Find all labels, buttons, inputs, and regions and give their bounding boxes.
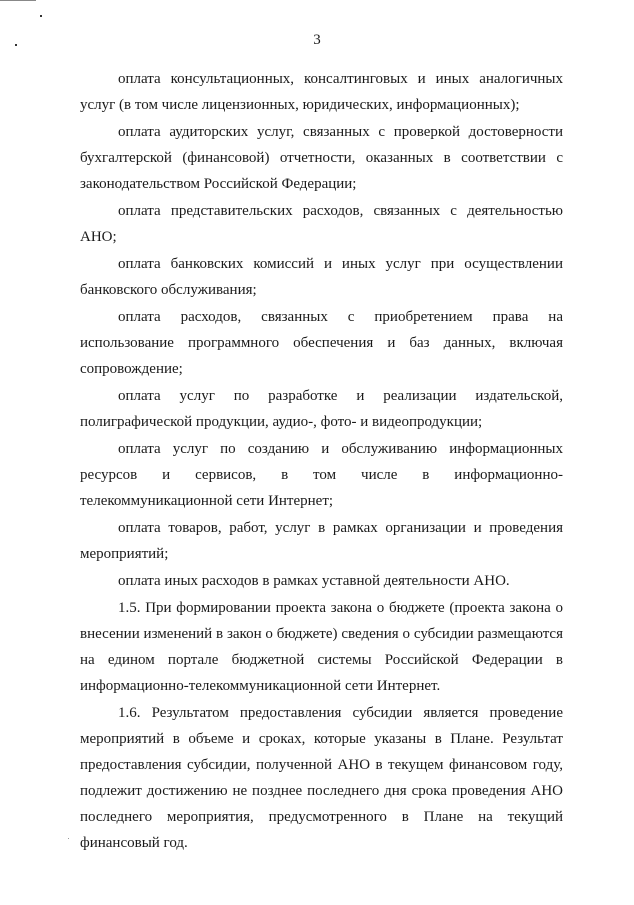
paragraph-section-1-6: 1.6. Результатом предоставления субсидии является проведение мероприятий в объеме и сроках, которые указаны в Плане. Результат предоставления субсидии, полученной АНО в текущем финансовом году, подлежит достижению не позднее последнего дня срока проведения АНО последнего мероприятия, предусмотренного в Плане на текущий финансовый год. [80, 705, 563, 851]
paragraph-section-1-5: 1.5. При формировании проекта закона о бюджете (проекта закона о внесении изменений в закон о бюджете) сведения о субсидии размещаются на едином портале бюджетной системы Российской Федерации в информационно-телекоммуникационной сети Интернет. [80, 600, 563, 694]
paragraph-publishing-services: оплата услуг по разработке и реализации издательской, полиграфической продукции, аудио-, фото- и видеопродукции; [80, 388, 563, 430]
paragraph-representative-expenses: оплата представительских расходов, связанных с деятельностью АНО; [80, 203, 563, 245]
scan-artifact-line [0, 0, 36, 1]
scan-artifact-dot [40, 15, 42, 17]
page-number: 3 [313, 32, 321, 48]
document-body [80, 66, 563, 856]
paragraph-audit-services: оплата аудиторских услуг, связанных с проверкой достоверности бухгалтерской (финансовой) отчетности, оказанных в соответствии с законодательством Российской Федерации; [80, 124, 563, 192]
paragraph-other-expenses: оплата иных расходов в рамках уставной деятельности АНО. [118, 573, 510, 589]
paragraph-information-resources: оплата услуг по созданию и обслуживанию информационных ресурсов и сервисов, в том числе в информационно-телекоммуникационной сети Интернет; [80, 441, 563, 509]
scan-artifact-dot [68, 838, 69, 839]
paragraph-bank-commissions: оплата банковских комиссий и иных услуг при осуществлении банковского обслуживания; [80, 256, 563, 298]
paragraph-software-rights: оплата расходов, связанных с приобретением права на использование программного обеспечения и баз данных, включая сопровождение; [80, 309, 563, 377]
paragraph-consulting-services: оплата консультационных, консалтинговых и иных аналогичных услуг (в том числе лицензионных, юридических, информационных); [80, 71, 563, 113]
paragraph-events-goods: оплата товаров, работ, услуг в рамках организации и проведения мероприятий; [80, 520, 563, 562]
